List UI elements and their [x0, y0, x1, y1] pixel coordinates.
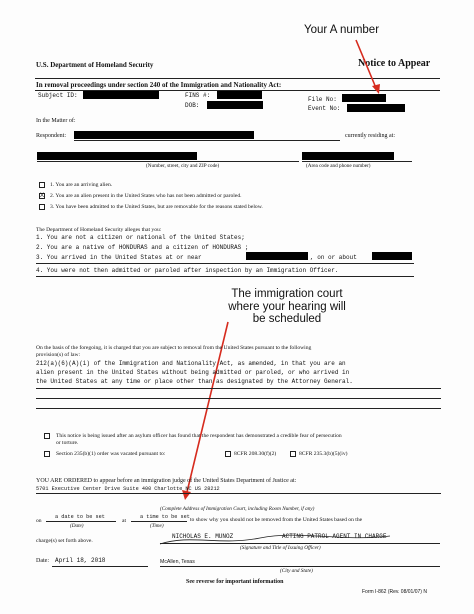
cfr-208-checkbox[interactable] [225, 451, 231, 457]
matter-label: In the Matter of: [36, 118, 76, 124]
a-number-arrow [356, 40, 376, 88]
cfr-235-label: 8CFR 235.3(b)(5)(iv) [299, 451, 348, 457]
see-reverse-note: See reverse for important information [186, 579, 284, 585]
charge-intro-1: On the basis of the foregoing, it is charged that you are subject to removal from the United States pursuant to the following [36, 345, 312, 351]
form-identifier: Form I-862 (Rev. 08/01/07) N [362, 589, 427, 595]
signature-caption: (Signature and Title of Issuing Officer) [240, 545, 321, 551]
hearing-date-line [46, 521, 116, 522]
allegation-line-4 [36, 276, 414, 277]
residing-label: currently residing at: [345, 133, 395, 139]
court-address-line [36, 493, 441, 494]
allegation-2: 2. You are a native of HONDURAS and a citizen of HONDURAS ; [36, 244, 249, 251]
status-checkbox-2[interactable]: X [40, 193, 45, 199]
allegations-intro: The Department of Homeland Security alleges that you: [36, 227, 162, 233]
dob-label: DOB: [185, 102, 200, 109]
status-option-1: 1. You are an arriving alien. [50, 182, 113, 188]
court-annotation [218, 288, 356, 326]
asylum-notice-line-1: This notice is being issued after an asylum officer has found that the respondent has demonstrated a credible fear of persecution [56, 433, 342, 439]
redacted-arrival-place [246, 252, 308, 260]
allegation-1: 1. You are not a citizen or national of the United States; [36, 234, 245, 241]
document-title: Notice to Appear [358, 58, 431, 69]
hearing-date: a date to be set [55, 514, 105, 520]
court-annotation-line-1: The immigration court [231, 288, 343, 300]
officer-title: ACTING PATROL AGENT IN CHARGE [282, 533, 387, 540]
asylum-checkbox[interactable] [44, 433, 50, 439]
show-cause-text: to show why you should not be removed from the United States based on the [190, 517, 363, 523]
at-label: at [122, 518, 127, 524]
status-option-3: 3. You have been admitted to the United States, but are removable for the reasons stated below. [50, 204, 263, 210]
allegation-4: 4. You were not then admitted or paroled after inspection by an Immigration Officer. [36, 267, 339, 274]
phone-line [302, 161, 412, 162]
city-caption: (City and State) [280, 568, 313, 574]
cfr-208-label: 8CFR 208.30(f)(2) [234, 451, 277, 457]
address-caption: (Number, street, city and ZIP code) [146, 163, 220, 169]
signature-line [160, 543, 440, 544]
allegation-line-3 [36, 263, 414, 264]
court-address: 5701 Executive Center Drive Suite 400 Charlotte NC US 28212 [36, 486, 220, 492]
cfr-235-checkbox[interactable] [290, 451, 296, 457]
city-state: McAllen, Texas [160, 559, 195, 565]
respondent-line [74, 140, 340, 141]
court-annotation-line-3: be scheduled [252, 313, 322, 325]
phone-caption: (Area code and phone number) [306, 163, 371, 169]
court-annotation-line-2: where your hearing will [228, 300, 346, 313]
fins-label: FINS #: [185, 92, 211, 99]
a-number-arrowhead [372, 84, 380, 94]
redacted-arrival-date [372, 252, 412, 260]
charge-intro-2: provision(s) of law: [36, 352, 81, 358]
proceedings-heading: In removal proceedings under section 240 of the Immigration and Nationality Act: [36, 81, 282, 89]
date-signed-line [52, 566, 148, 567]
charges-label: charge(s) set forth above. [36, 538, 93, 544]
allegation-3: 3. You arrived in the United States at or near [36, 254, 202, 261]
officer-name: NICHOLAS E. MUNOZ [172, 533, 234, 540]
date-signed: April 18, 2018 [55, 557, 106, 564]
charge-line-3: the United States at any time or place other than as designated by the Attorney General. [36, 378, 353, 385]
redacted-respondent-name [74, 131, 254, 139]
date-label: Date: [36, 558, 49, 564]
hearing-time: a time to be set [140, 514, 190, 520]
charge-line-rule-2 [36, 398, 441, 399]
file-no-label: File No: [308, 96, 337, 103]
ordered-line: YOU ARE ORDERED to appear before an immigration judge of the United States Department of Justice at: [36, 478, 297, 484]
redacted-phone [302, 152, 394, 160]
status-option-2: 2. You are an alien present in the United States who has not been admitted or paroled. [50, 193, 242, 199]
charge-line-rule-1 [36, 388, 441, 389]
agency-name: U.S. Department of Homeland Security [36, 61, 154, 69]
time-caption: (Time) [150, 523, 164, 529]
charge-line-2: alien present in the United States without being admitted or paroled, or who arrived in [36, 369, 350, 376]
hearing-time-line [131, 521, 187, 522]
charge-line-1: 212(a)(6)(A)(i) of the Immigration and Nationality Act, as amended, in that you are an [36, 360, 346, 367]
section-235-text: Section 235(b)(1) order was vacated pursuant to: [56, 451, 166, 457]
redacted-address [37, 152, 197, 160]
subject-id-label: Subject ID: [38, 92, 78, 99]
respondent-label: Respondent: [36, 133, 66, 139]
event-no-label: Event No: [308, 105, 341, 112]
on-label: on [36, 518, 42, 524]
status-checkbox-1[interactable] [39, 182, 45, 188]
status-checkbox-3[interactable] [39, 204, 45, 210]
city-state-line [160, 566, 440, 567]
charge-line-rule-3 [36, 408, 441, 409]
court-address-caption: (Complete Address of Immigration Court, including Room Number, if any) [160, 506, 315, 512]
on-or-about-label: , on or about [310, 254, 357, 261]
date-caption: (Date) [70, 523, 84, 529]
asylum-notice-line-2: or torture. [56, 440, 79, 446]
a-number-annotation: Your A number [304, 24, 380, 36]
section-235-checkbox[interactable] [44, 451, 50, 457]
address-line [37, 161, 299, 162]
